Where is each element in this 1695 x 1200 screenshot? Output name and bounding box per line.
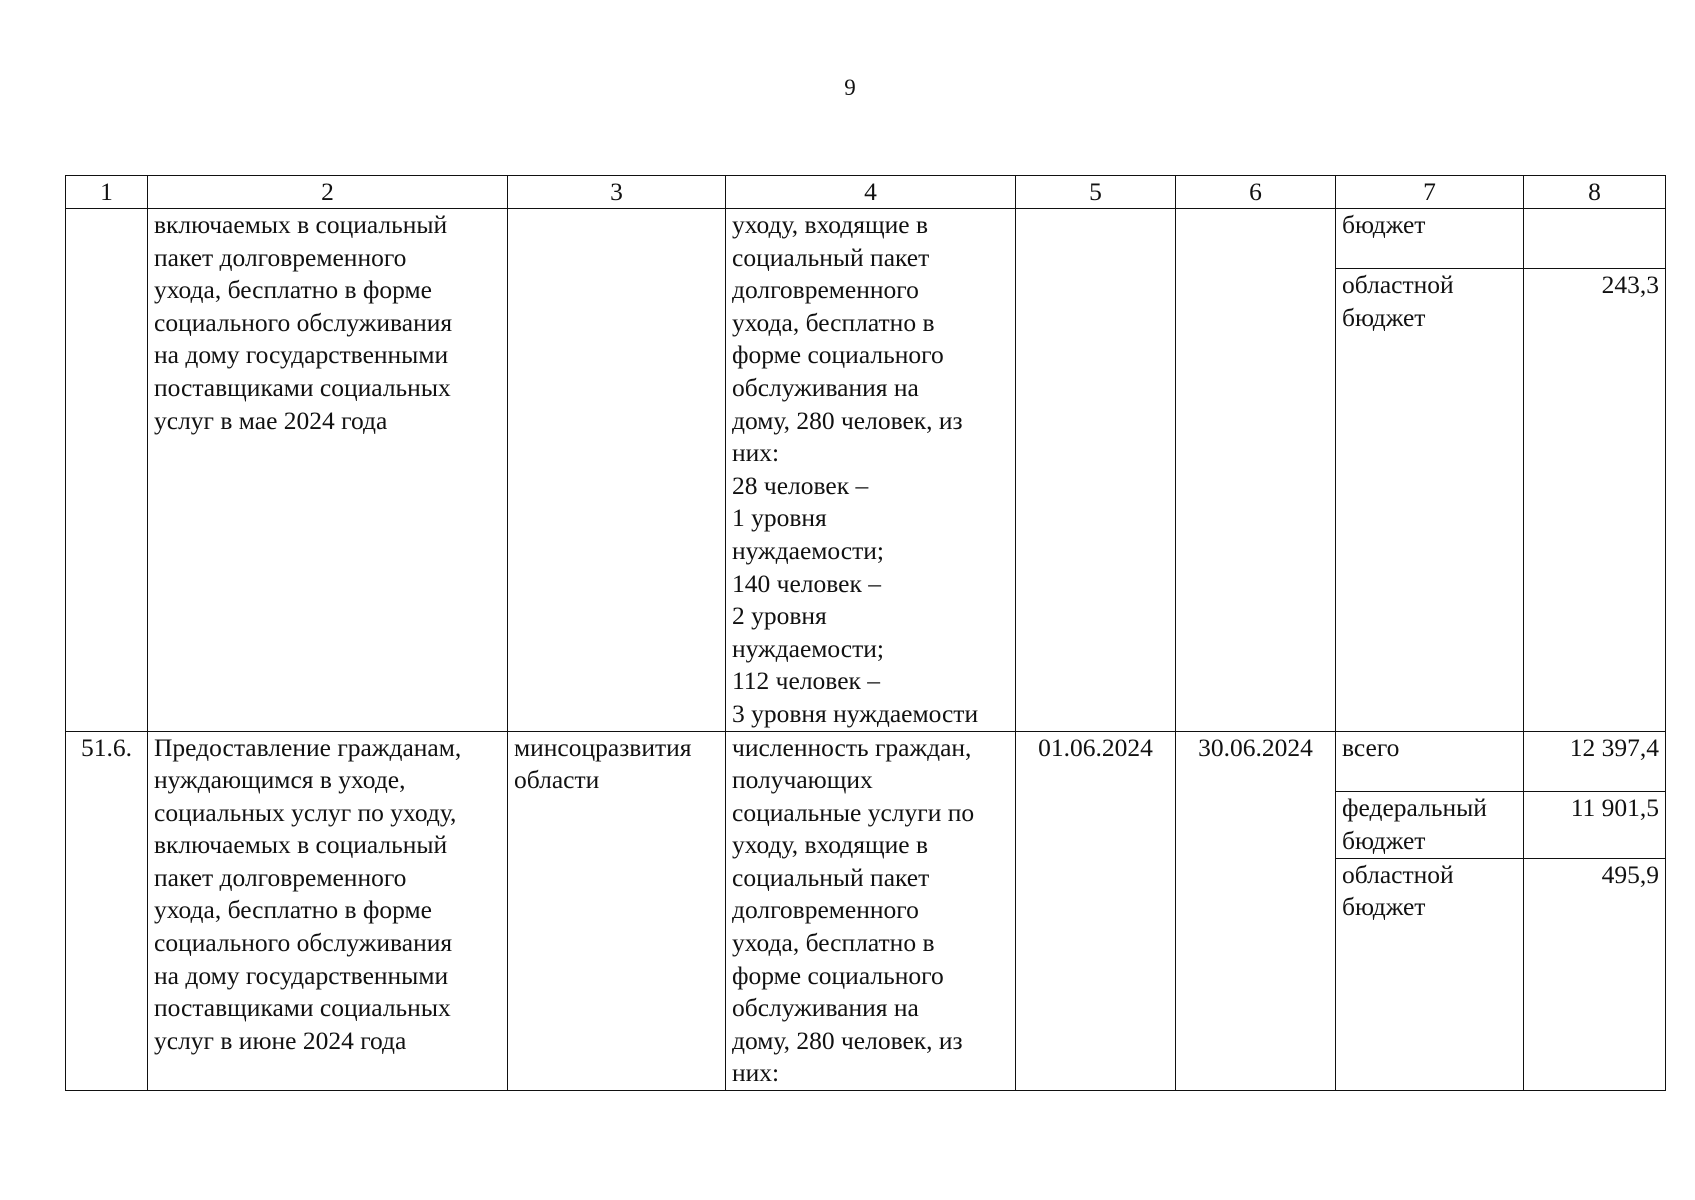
activity-description: Предоставление гражданам, нуждающимся в уходе, социальных услуг по уходу, включаемых в социальный пакет долговременного ухода, бесплатно в форме социального обслуживания на дому государственными поставщиками социальных услуг в июне 2024 года xyxy=(148,731,508,1091)
end-date: 30.06.2024 xyxy=(1176,731,1336,1091)
header-col-4: 4 xyxy=(726,176,1016,209)
funding-source: областной бюджет xyxy=(1336,858,1524,1090)
responsible-executor xyxy=(508,209,726,732)
table-row xyxy=(66,731,1666,792)
header-col-6: 6 xyxy=(1176,176,1336,209)
start-date xyxy=(1016,209,1176,732)
result-indicator: уходу, входящие в социальный пакет долговременного ухода, бесплатно в форме социального обслуживания на дому, 280 человек, из них: 28 человек – 1 уровня нуждаемости; 140 человек – 2 уровня нуждаемости; 112 человек – 3 уровня нуждаемости xyxy=(726,209,1016,732)
table-row xyxy=(66,209,1666,269)
funding-source: федеральный бюджет xyxy=(1336,792,1524,859)
header-col-3: 3 xyxy=(508,176,726,209)
row-number xyxy=(66,209,148,732)
responsible-executor: минсоцразвития области xyxy=(508,731,726,1091)
funding-source: бюджет xyxy=(1336,209,1524,269)
header-col-8: 8 xyxy=(1524,176,1666,209)
funding-amount: 12 397,4 xyxy=(1524,731,1666,792)
funding-source: областной бюджет xyxy=(1336,269,1524,731)
funding-amount: 243,3 xyxy=(1524,269,1666,731)
header-col-5: 5 xyxy=(1016,176,1176,209)
header-col-1: 1 xyxy=(66,176,148,209)
end-date xyxy=(1176,209,1336,732)
funding-amount: 11 901,5 xyxy=(1524,792,1666,859)
funding-amount xyxy=(1524,209,1666,269)
funding-source: всего xyxy=(1336,731,1524,792)
row-number: 51.6. xyxy=(66,731,148,1091)
funding-amount: 495,9 xyxy=(1524,858,1666,1090)
header-col-2: 2 xyxy=(148,176,508,209)
page-number: 9 xyxy=(844,75,856,100)
header-row xyxy=(66,176,1666,209)
start-date: 01.06.2024 xyxy=(1016,731,1176,1091)
activity-description: включаемых в социальный пакет долговременного ухода, бесплатно в форме социального обслуживания на дому государственными поставщиками социальных услуг в мае 2024 года xyxy=(148,209,508,732)
header-col-7: 7 xyxy=(1336,176,1524,209)
plan-table xyxy=(65,175,1666,1091)
result-indicator: численность граждан, получающих социальные услуги по уходу, входящие в социальный пакет долговременного ухода, бесплатно в форме социального обслуживания на дому, 280 человек, из них: xyxy=(726,731,1016,1091)
